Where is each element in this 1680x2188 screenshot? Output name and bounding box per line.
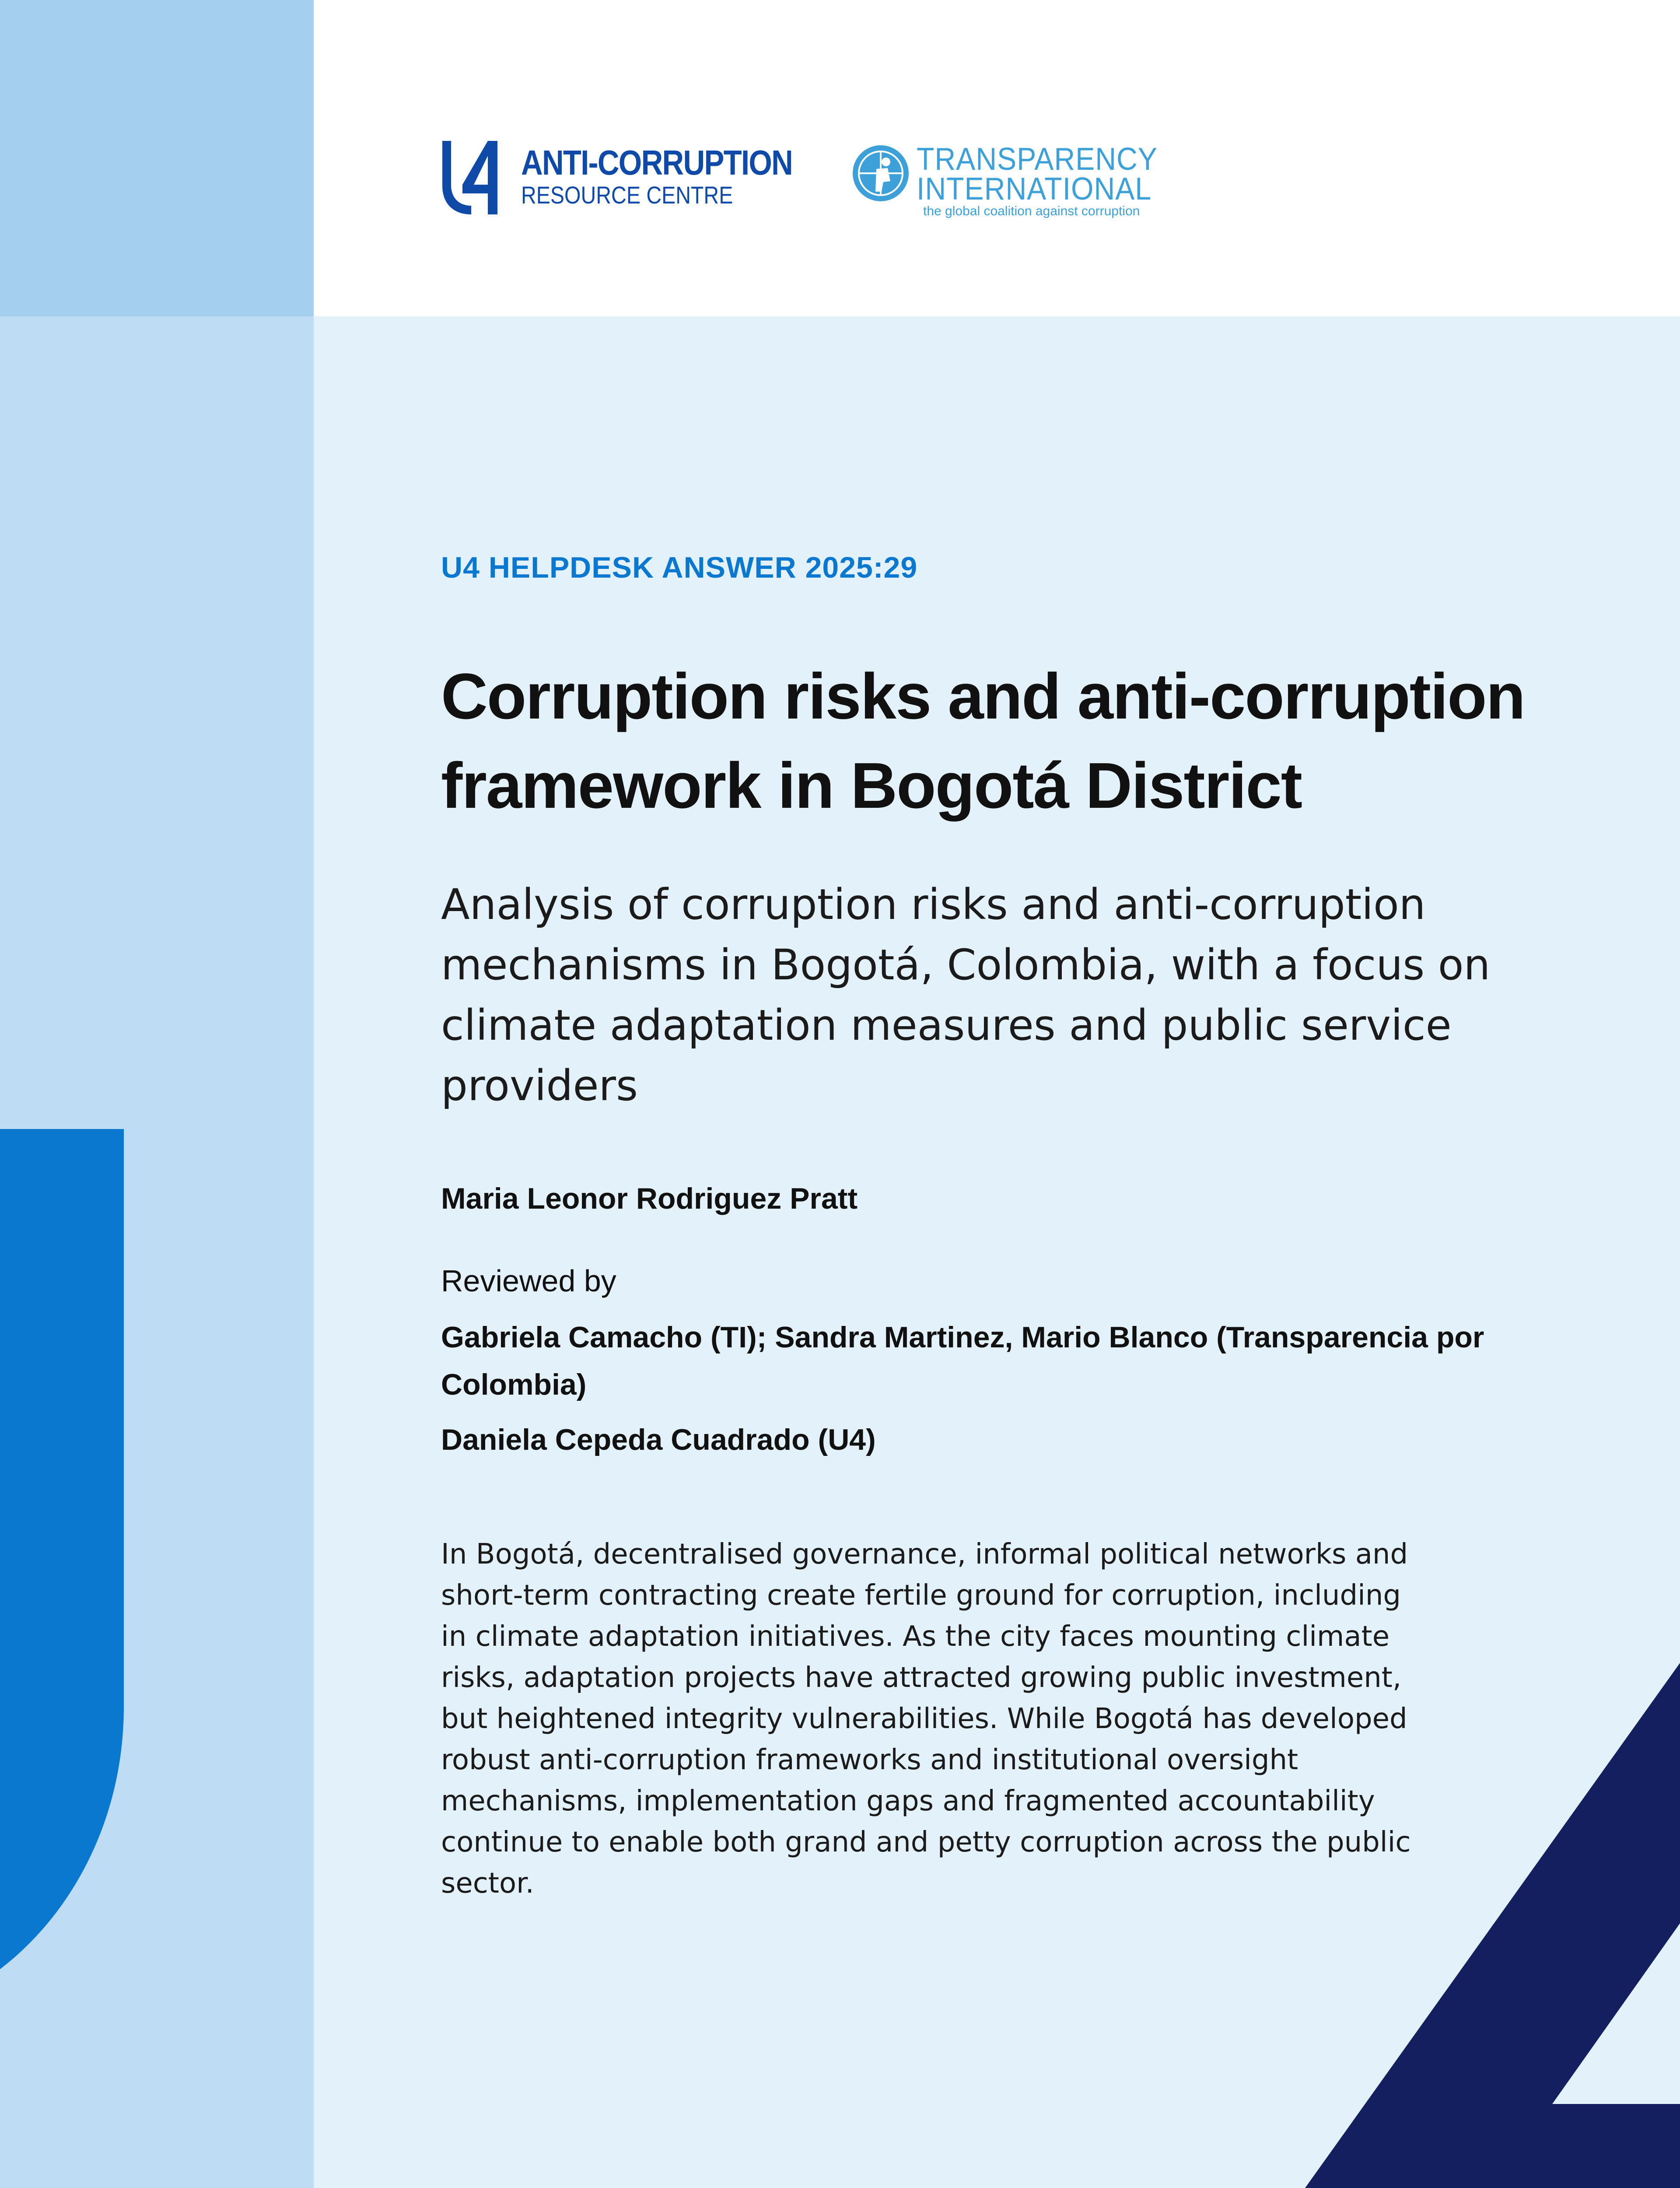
author-name: Maria Leonor Rodriguez Pratt — [441, 1182, 858, 1215]
reviewed-by-label: Reviewed by — [441, 1264, 616, 1298]
ti-logo-line2: INTERNATIONAL — [917, 172, 1152, 207]
abstract-text: In Bogotá, decentralised governance, informal political networks and short-term contracting create fertile ground for corruption, including in climate adaptation initiatives. As the city faces mounting climate risks, adaptation projects have attracted growing public investment, but heightened integrity vulnerabilities. While Bogotá has developed robust anti-corruption frameworks and institutional oversight mechanisms, implementation gaps and fragmented accountability continue to enable both grand and petty corruption across the public sector. — [441, 1538, 1411, 1900]
u4-logo[interactable] — [440, 139, 807, 218]
u4-logo-mark — [440, 139, 514, 214]
reviewer-line: Daniela Cepeda Cuadrado (U4) — [441, 1423, 876, 1456]
series-label: U4 HELPDESK ANSWER 2025:29 — [441, 551, 918, 584]
page-subtitle: Analysis of corruption risks and anti-corruption mechanisms in Bogotá, Colombia, with a focus on climate adaptation measures and public service providers — [441, 880, 1491, 1110]
ti-logo-tagline: the global coalition against corruption — [923, 204, 1140, 218]
u4-logo-line1: ANTI-CORRUPTION — [521, 143, 793, 182]
ti-logo[interactable] — [851, 139, 1183, 218]
page-title: Corruption risks and anti-corruption framework in Bogotá District — [441, 660, 1525, 822]
reviewer-line: Gabriela Camacho (TI); Sandra Martinez, Mario Blanco (Transparencia por Colombia) — [441, 1321, 1484, 1401]
u4-logo-line2: RESOURCE CENTRE — [521, 181, 733, 209]
reviewer-list — [441, 1314, 1513, 1471]
ti-globe-icon — [851, 144, 910, 203]
ti-logo-line1: TRANSPARENCY — [917, 142, 1158, 177]
